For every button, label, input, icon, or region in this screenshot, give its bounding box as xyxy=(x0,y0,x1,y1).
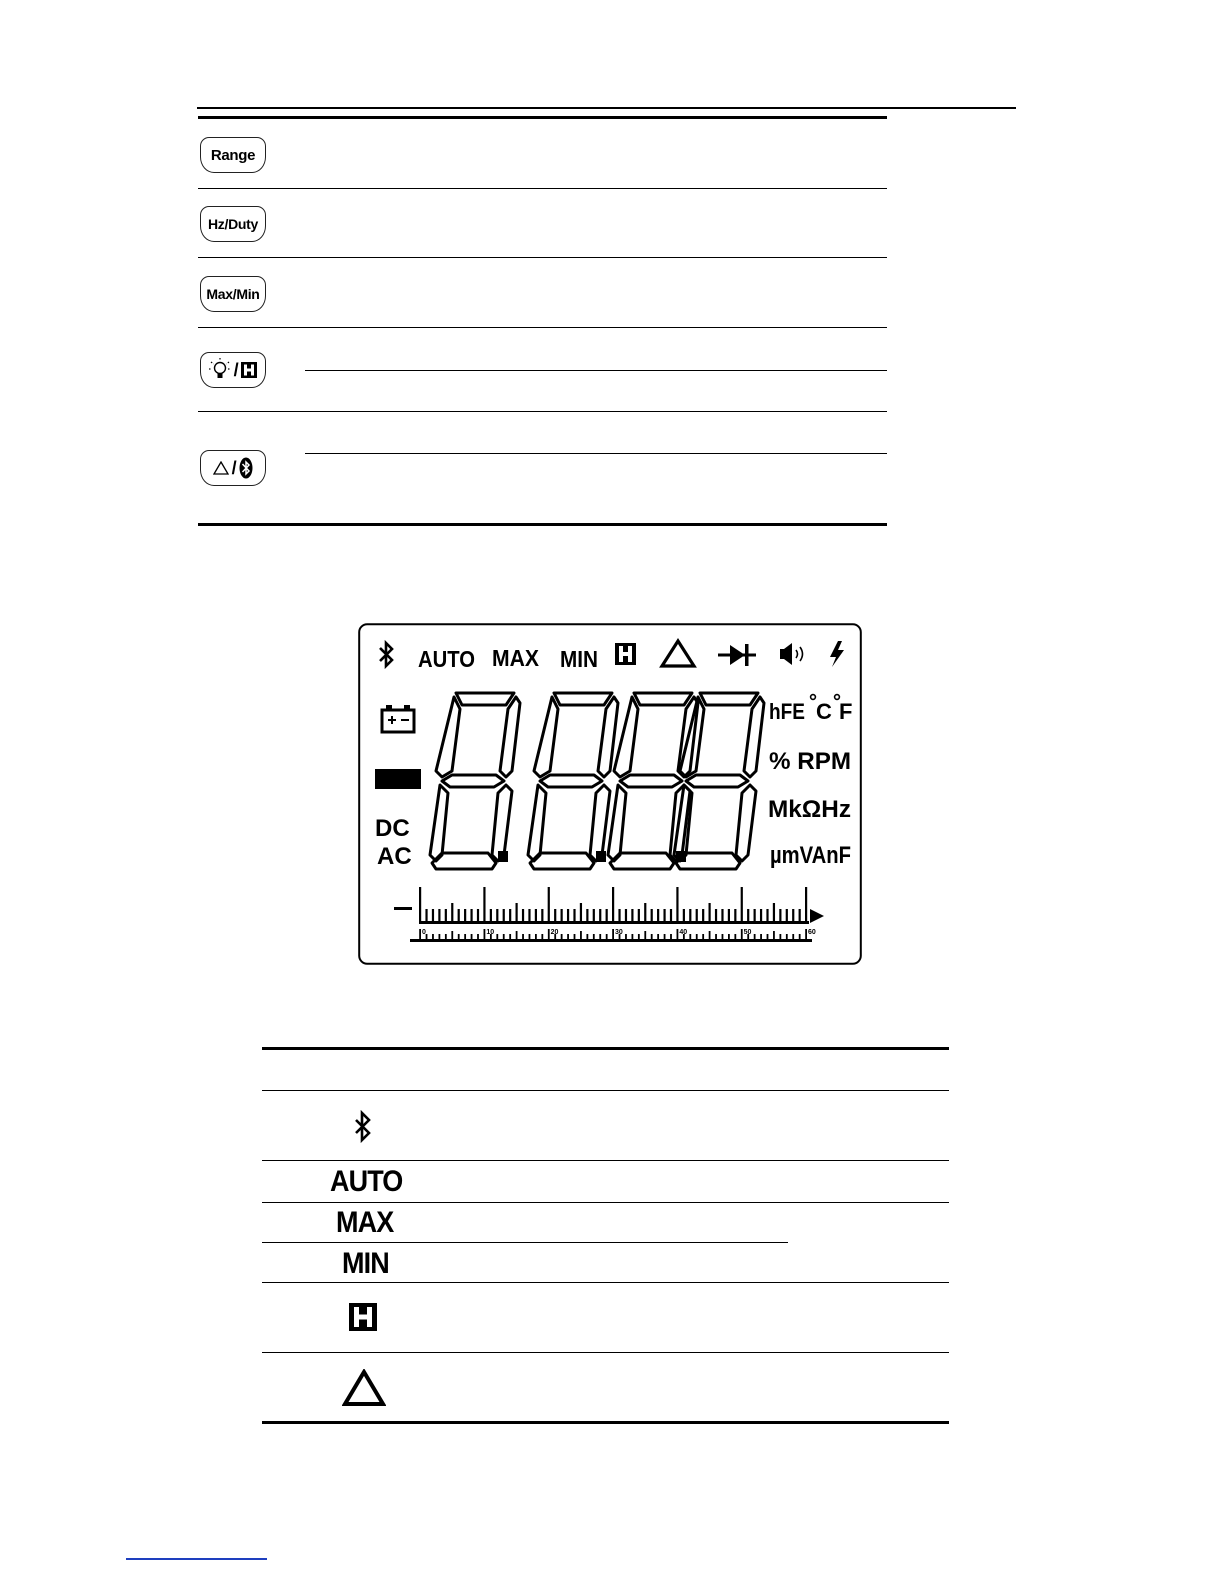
scale-tick xyxy=(722,934,724,939)
scale-tick xyxy=(715,934,717,939)
bargraph-segment xyxy=(734,909,736,923)
scale-tick xyxy=(702,934,704,939)
scale-tick xyxy=(464,934,466,939)
scale-tick xyxy=(580,931,582,939)
scale-tick xyxy=(599,934,601,939)
scale-label: 50 xyxy=(743,929,752,936)
bargraph-segment xyxy=(631,909,633,923)
scale-tick xyxy=(792,934,794,939)
bargraph-segment xyxy=(496,909,498,923)
separator: / xyxy=(231,457,237,478)
key-row-divider xyxy=(198,411,887,412)
bargraph-segment xyxy=(528,909,530,923)
lcd-max: MAX xyxy=(492,645,540,671)
header-rule xyxy=(197,107,1016,109)
lcd-min: MIN xyxy=(560,646,598,672)
bargraph-segment xyxy=(451,903,453,923)
bargraph-baseline xyxy=(410,939,812,942)
scale-tick xyxy=(516,931,518,939)
bargraph-segment xyxy=(541,909,543,923)
scale-tick xyxy=(451,931,453,939)
scale-tick xyxy=(529,934,531,939)
scale-tick xyxy=(606,934,608,939)
bargraph-segment xyxy=(657,909,659,923)
symbol-row-subdivider xyxy=(262,1242,788,1243)
scale-tick xyxy=(612,929,614,939)
scale-tick xyxy=(541,934,543,939)
bargraph-segment xyxy=(663,909,665,923)
key-table-top-rule xyxy=(198,116,887,119)
bargraph-segment xyxy=(696,909,698,923)
bargraph-segment xyxy=(516,903,518,923)
scale-tick xyxy=(484,929,486,939)
scale-label: 30 xyxy=(615,929,623,936)
bargraph-segment xyxy=(747,909,749,923)
hz-duty-key-label: Hz/Duty xyxy=(207,216,258,232)
lcd-display xyxy=(358,623,862,965)
bargraph-segment xyxy=(593,909,595,923)
bargraph-segment xyxy=(554,909,556,923)
scale-tick xyxy=(677,929,679,939)
bargraph-segment xyxy=(438,909,440,923)
scale-tick xyxy=(548,929,550,939)
bargraph-segment xyxy=(689,909,691,923)
bargraph-segment xyxy=(638,909,640,923)
scale-tick xyxy=(638,934,640,939)
bargraph-segment xyxy=(728,909,730,923)
table-bluetooth-icon xyxy=(352,1110,374,1144)
bargraph-segment xyxy=(721,909,723,923)
scale-tick xyxy=(439,934,441,939)
bargraph-segment xyxy=(786,909,788,923)
scale-tick xyxy=(509,934,511,939)
scale-tick xyxy=(767,934,769,939)
scale-tick xyxy=(709,931,711,939)
scale-label: 0 xyxy=(422,929,426,936)
bargraph-segment xyxy=(419,887,421,923)
lcd-auto: AUTO xyxy=(418,646,475,672)
backlight-hold-key xyxy=(200,352,266,388)
lcd-hold-icon xyxy=(615,643,636,665)
bargraph-segment xyxy=(580,903,582,923)
bargraph-negative-sign xyxy=(394,907,412,910)
bargraph-segment xyxy=(425,909,427,923)
scale-tick xyxy=(477,934,479,939)
delta-icon xyxy=(213,461,229,475)
scale-label: 40 xyxy=(679,929,688,936)
key-row-divider xyxy=(198,257,887,258)
bargraph-segment xyxy=(676,887,678,923)
bargraph-segment xyxy=(490,909,492,923)
scale-tick xyxy=(644,931,646,939)
scale-tick xyxy=(471,934,473,939)
range-key-label: Range xyxy=(210,146,256,164)
lcd-display-drawing xyxy=(358,623,862,965)
bargraph-segment xyxy=(741,887,743,923)
symbol-row-divider xyxy=(262,1160,949,1161)
separator: / xyxy=(233,359,239,380)
table-max-symbol: MAX xyxy=(336,1206,394,1239)
bargraph-segment xyxy=(470,909,472,923)
lcd-hfe: hFE xyxy=(769,699,805,724)
bargraph-segment xyxy=(522,909,524,923)
symbol-table-top-rule xyxy=(262,1047,949,1050)
range-key xyxy=(200,137,266,173)
bargraph-segment xyxy=(503,909,505,923)
scale-tick xyxy=(522,934,524,939)
scale-tick xyxy=(696,934,698,939)
lcd-celsius: C xyxy=(816,699,832,724)
bargraph-segment xyxy=(586,909,588,923)
bargraph-segment xyxy=(702,909,704,923)
symbol-row-divider xyxy=(262,1282,949,1283)
scale-tick xyxy=(432,934,434,939)
scale-tick xyxy=(799,934,801,939)
bargraph-segment xyxy=(432,909,434,923)
bargraph-segment xyxy=(799,909,801,923)
scale-tick xyxy=(657,934,659,939)
scale-label: 10 xyxy=(486,929,495,936)
bargraph-segment xyxy=(625,909,627,923)
bargraph-segment xyxy=(644,903,646,923)
scale-tick xyxy=(445,934,447,939)
scale-tick xyxy=(754,934,756,939)
key-table-bottom-rule xyxy=(198,523,887,526)
bluetooth-icon xyxy=(239,457,253,479)
scale-tick xyxy=(741,929,743,939)
scale-tick xyxy=(496,934,498,939)
table-hold-icon xyxy=(348,1302,378,1332)
scale-tick xyxy=(632,934,634,939)
lcd-percent-rpm: % RPM xyxy=(769,748,851,775)
relative-bluetooth-key xyxy=(200,450,266,486)
bargraph-segment xyxy=(477,909,479,923)
bargraph-base xyxy=(419,921,809,924)
scale-tick xyxy=(734,934,736,939)
symbol-row-divider xyxy=(262,1352,949,1353)
bargraph-segment xyxy=(535,909,537,923)
bargraph-segment xyxy=(754,909,756,923)
bargraph-segment xyxy=(805,887,807,923)
max-min-key xyxy=(200,276,266,312)
scale-tick xyxy=(651,934,653,939)
scale-tick xyxy=(586,934,588,939)
bargraph-segment xyxy=(445,909,447,923)
scale-tick xyxy=(664,934,666,939)
table-min-symbol: MIN xyxy=(342,1247,389,1280)
symbol-table-bottom-rule xyxy=(262,1421,949,1424)
lcd-fahrenheit: F xyxy=(839,699,853,724)
max-min-key-label: Max/Min xyxy=(206,286,260,302)
bargraph-segment xyxy=(792,909,794,923)
scale-tick xyxy=(689,934,691,939)
key-row-subdivider xyxy=(305,453,887,454)
bargraph-segment xyxy=(612,887,614,923)
scale-tick xyxy=(561,934,563,939)
bargraph-segment xyxy=(683,909,685,923)
scale-tick xyxy=(779,934,781,939)
bargraph-segment xyxy=(670,909,672,923)
bargraph-segment xyxy=(779,909,781,923)
symbol-row-divider xyxy=(262,1202,949,1203)
scale-tick xyxy=(786,934,788,939)
table-auto-symbol: AUTO xyxy=(330,1165,403,1198)
scale-tick xyxy=(773,931,775,939)
scale-label: 60 xyxy=(808,929,816,936)
bargraph-segment xyxy=(618,909,620,923)
lcd-umvanf: µmVAnF xyxy=(770,842,851,869)
bargraph-segment xyxy=(548,887,550,923)
bargraph-segment xyxy=(773,903,775,923)
footer-link[interactable] xyxy=(126,1558,267,1560)
bargraph-segment xyxy=(509,909,511,923)
bargraph-segment xyxy=(458,909,460,923)
scale-tick xyxy=(535,934,537,939)
key-row-subdivider xyxy=(305,370,887,371)
key-row-divider xyxy=(198,188,887,189)
bargraph-segment xyxy=(715,909,717,923)
bargraph-segment xyxy=(599,909,601,923)
bargraph-segment xyxy=(561,909,563,923)
scale-tick xyxy=(728,934,730,939)
bargraph-segment xyxy=(573,909,575,923)
scale-tick xyxy=(670,934,672,939)
lcd-dc: DC xyxy=(375,815,410,842)
scale-tick xyxy=(574,934,576,939)
lcd-ac: AC xyxy=(377,843,412,870)
hold-icon xyxy=(240,361,258,379)
symbol-table-header-rule xyxy=(262,1090,949,1091)
bargraph-segment xyxy=(464,909,466,923)
key-row-divider xyxy=(198,327,887,328)
scale-tick xyxy=(419,929,421,939)
scale-tick xyxy=(567,934,569,939)
scale-tick xyxy=(625,934,627,939)
scale-tick xyxy=(458,934,460,939)
bargraph-segment xyxy=(766,909,768,923)
lcd-mkohz: MkΩHz xyxy=(768,796,851,823)
lcd-negative-sign xyxy=(375,769,421,789)
bargraph-segment xyxy=(709,903,711,923)
scale-tick xyxy=(593,934,595,939)
bargraph-segment xyxy=(483,887,485,923)
table-delta-icon xyxy=(342,1369,386,1407)
bargraph-segment xyxy=(760,909,762,923)
scale-tick xyxy=(503,934,505,939)
hz-duty-key xyxy=(200,206,266,242)
bargraph-segment xyxy=(606,909,608,923)
bargraph-segment xyxy=(651,909,653,923)
scale-tick xyxy=(805,929,807,939)
lightbulb-icon xyxy=(208,357,232,383)
scale-tick xyxy=(760,934,762,939)
bargraph-segment xyxy=(567,909,569,923)
scale-label: 20 xyxy=(550,929,559,936)
